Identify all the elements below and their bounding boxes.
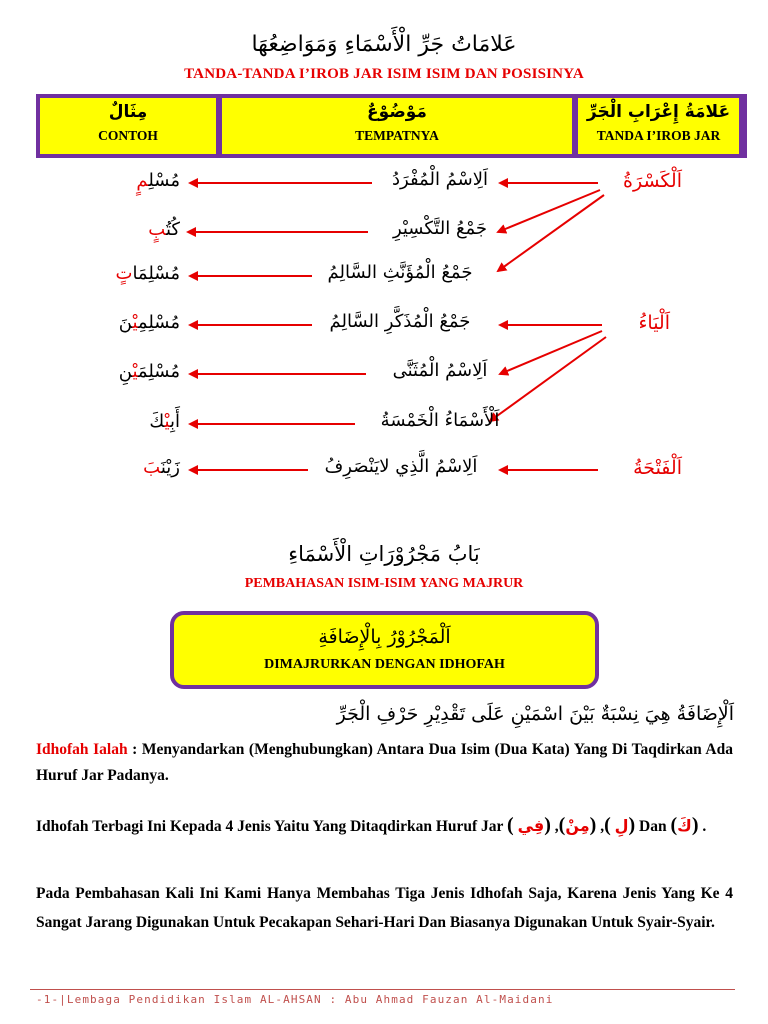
topic-taksir: جَمْعُ التَّكْسِيْرِ	[392, 218, 488, 239]
header-topic-latin: TEMPATNYA	[355, 128, 439, 143]
example-muslimat: مُسْلِمَاتٍ	[115, 263, 180, 284]
section-title-arabic: بَابُ مَجْرُوْرَاتِ الْأَسْمَاءِ	[288, 542, 480, 566]
example-muslim: مُسْلِمٍ	[136, 170, 180, 191]
letter-fi: فِي	[517, 816, 545, 835]
page-title-latin: TANDA-TANDA I’IROB JAR ISIM ISIM DAN POSISINYA	[184, 66, 584, 82]
paragraph-definition	[36, 737, 733, 789]
section-title-latin: PEMBAHASAN ISIM-ISIM YANG MAJRUR	[244, 576, 524, 591]
topic-muannats: جَمْعُ الْمُؤَنَّثِ السَّالِمُ	[327, 262, 473, 283]
example-abika: أَبِيْكَ	[149, 411, 180, 432]
page-title-arabic: عَلامَاتُ جَرِّ الْأَسْمَاءِ وَمَوَاضِعُهَا	[251, 32, 517, 57]
sign-fathah: اَلْفَتْحَةُ	[633, 457, 682, 479]
paragraph-types: Idhofah Terbagi Ini Kepada 4 Jenis Yaitu Yang Ditaqdirkan Huruf Jar ( لِ ), (مِنْ), (فِي ) Dan (كَ) .	[36, 814, 707, 836]
letter-li: لِ	[614, 816, 629, 835]
idhofah-box	[170, 611, 599, 689]
footer-divider	[30, 989, 735, 990]
idhofah-box-latin: DIMAJRURKAN DENGAN IDHOFAH	[264, 657, 505, 672]
example-zainab: زَيْنَبَ	[143, 457, 180, 478]
header-sign-arabic: عَلامَةُ إِعْرَابِ الْجَرِّ	[586, 102, 731, 122]
topic-mufrad: اَلِاسْمُ الْمُفْرَدُ	[392, 169, 488, 190]
letter-min: مِنْ	[565, 816, 590, 835]
topic-mutsanna: اَلِاسْمُ الْمُثَنَّى	[392, 360, 488, 381]
topic-khamsah: اَلْأَسْمَاءُ الْخَمْسَةُ	[380, 410, 500, 431]
header-example-latin: CONTOH	[98, 128, 158, 143]
definition-label: Idhofah Ialah	[36, 741, 128, 758]
sign-ya: اَلْيَاءُ	[638, 312, 670, 334]
topic-mudzakkar: جَمْعُ الْمُذَكَّرِ السَّالِمُ	[329, 311, 471, 332]
header-topic-arabic: مَوْضُوْعٌ	[367, 102, 427, 122]
sign-kasrah: اَلْكَسْرَةُ	[623, 170, 682, 192]
idhofah-box-arabic: اَلْمَجْرُوْرُ بِالْإِضَافَةِ	[318, 626, 451, 648]
letter-ka: كَ	[677, 816, 692, 835]
example-kutub: كُتُبٍ	[148, 219, 180, 240]
example-muslimina: مُسْلِمِيْنَ	[118, 312, 180, 333]
dan-text: Dan	[639, 818, 667, 835]
definition-text: : Menyandarkan (Menghubungkan) Antara Dua Isim (Dua Kata) Yang Di Taqdirkan Ada Huruf Jar Padanya.	[36, 741, 733, 784]
header-example-arabic: مِثَالٌ	[108, 102, 148, 122]
types-text: Idhofah Terbagi Ini Kepada 4 Jenis Yaitu Yang Ditaqdirkan Huruf Jar	[36, 818, 504, 835]
topic-ghairu-munsharif: اَلِاسْمُ الَّذِي لايَنْصَرِفُ	[324, 456, 478, 477]
header-sign-latin: TANDA I’IROB JAR	[596, 128, 721, 143]
definition-arabic: اَلْإِضَافَةُ هِيَ نِسْبَةٌ بَيْنَ اسْمَيْنِ عَلَى تَقْدِيْرِ حَرْفِ الْجَرِّ	[336, 703, 734, 725]
paragraph-note: Pada Pembahasan Kali Ini Kami Hanya Membahas Tiga Jenis Idhofah Saja, Karena Jenis Yang Ke 4 Sangat Jarang Digunakan Untuk Pecakapan Sehari-Hari Dan Biasanya Digunakan Untuk Syair-Syair.	[36, 885, 733, 931]
page-footer: -1-|Lembaga Pendidikan Islam AL-AHSAN : Abu Ahmad Fauzan Al-Maidani	[36, 993, 554, 1006]
example-muslimaini: مُسْلِمَيْنِ	[118, 361, 180, 382]
